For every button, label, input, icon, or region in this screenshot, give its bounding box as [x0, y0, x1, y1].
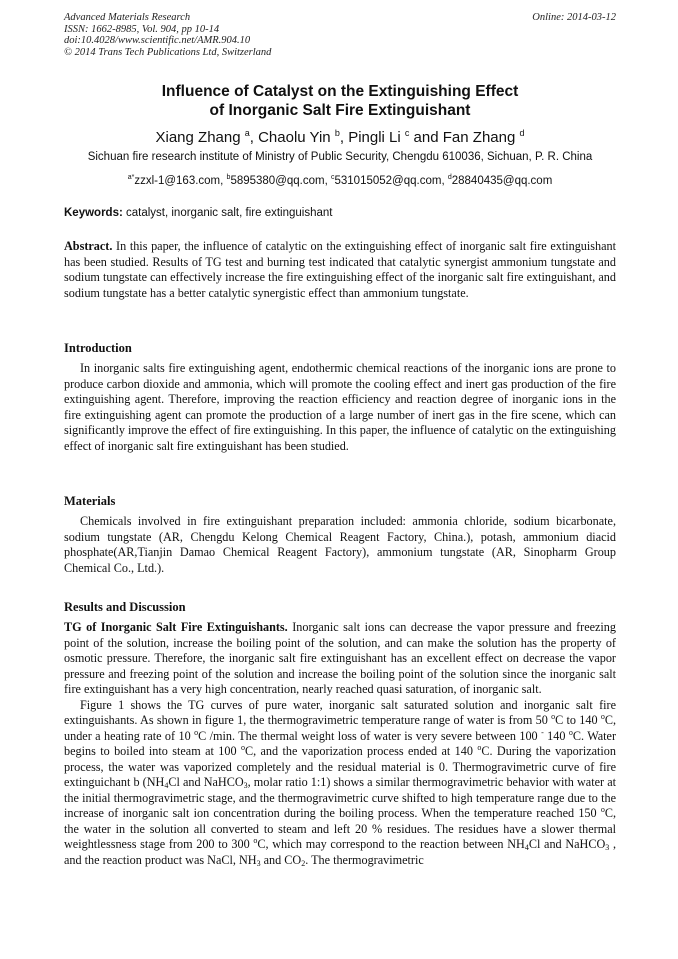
subscript: 3 [256, 858, 261, 868]
author-mark: c [404, 128, 410, 138]
introduction-paragraph: In inorganic salts fire extinguishing agent, endothermic chemical reactions of the inorganic ions are prone to produce carbon dioxide and ammonia, which will promote the cooling effect and inert gas production of the fire extinguishing agent. Therefore, improving the reaction efficiency and reaction degree of inorganic ions in the fire extinguishing agent can promote the production of a large number of inert gas in the fire scene, which can significantly improve the effect of fire extinguishing. In this paper, the influence of catalytic on the extinguishing effect of inorganic salt fire extinguishant has been studied. [64, 361, 616, 453]
author-mark: b [334, 128, 340, 138]
degree-mark: o [568, 727, 573, 737]
text-run: Cl and NaHCO [168, 775, 244, 789]
title-line-2: of Inorganic Salt Fire Extinguishant [209, 102, 471, 119]
introduction-body [64, 361, 616, 454]
subscript: 3 [243, 781, 248, 790]
keywords-label: Keywords: [64, 207, 123, 219]
abstract-label: Abstract. [64, 239, 113, 253]
text-run: C to 140 [555, 713, 601, 727]
email-mark: d [447, 174, 452, 181]
email-address[interactable]: 531015052@qq.com [334, 175, 442, 187]
journal-header [64, 12, 616, 58]
degree-mark: o [477, 743, 482, 752]
author-mark: a [244, 128, 250, 138]
online-date: Online: 2014-03-12 [532, 12, 616, 23]
text-run: C. During the vaporization process, the water was vaporized completely and the residual material is 0. Thermogravimetric curve of fire extinguichant b (NH [64, 744, 616, 789]
text-run: C, and the vaporization process ended at 140 [244, 744, 478, 758]
author-list [64, 123, 616, 148]
materials-paragraph: Chemicals involved in fire extinguishant preparation included: ammonia chloride, sodium bicarbonate, sodium tungstate (AR, Chengdu Kelong Chemical Reagent Factory, China.), potash, ammonium diacid phosphate(AR,Tianjin Damao Chemical Reagent Factory), ammonium tungstate (AR, Sinopharm Group Chemical Co., Ltd.). [64, 514, 616, 575]
text-run: . The thermogravimetric [305, 852, 424, 867]
text-run: and CO [260, 852, 302, 867]
text-run: , molar ratio 1:1) shows a similar thermogravimetric behavior with water at the initial thermogravimetric stage, and the thermogravimetric curve shifted to high temperature range due to the increase of inorganic salt ion concentration during the boiling process. When the temperature reached 150 [64, 775, 616, 820]
doi-line[interactable]: doi:10.4028/www.scientific.net/AMR.904.10 [64, 35, 251, 46]
subscript: 4 [164, 781, 169, 790]
paper-title [64, 82, 616, 120]
text-run: C /min. The thermal weight loss of water is very severe between 100 [198, 728, 542, 743]
copyright-line: © 2014 Trans Tech Publications Ltd, Switzerland [64, 46, 272, 58]
email-mark: b [226, 174, 231, 181]
author-separator: , [339, 129, 349, 146]
author-name: Chaolu Yin [258, 129, 335, 146]
introduction-heading: Introduction [64, 341, 132, 355]
email-list [64, 170, 616, 189]
author-name: Pingli Li [348, 129, 405, 146]
subscript: 4 [524, 843, 529, 852]
title-line-1: Influence of Catalyst on the Extinguishing Effect [161, 83, 519, 100]
materials-body [64, 514, 616, 576]
author-mark: d [519, 128, 525, 138]
email-separator: , [441, 175, 448, 187]
issn-line: ISSN: 1662-8985, Vol. 904, pp 10-14 [64, 23, 220, 35]
email-address[interactable]: zzxl-1@163.com [134, 175, 221, 187]
tg-paragraph [64, 620, 616, 698]
email-mark: a* [127, 174, 135, 181]
tg-subheading: TG of Inorganic Salt Fire Extinguishants. [64, 620, 288, 634]
author-name: Fan Zhang [442, 129, 520, 146]
text-run: C, the water in the solution all converted to steam and left 20 % residues. The residues have a slower thermal weightlessness stage from 200 to 300 [64, 806, 616, 851]
abstract-text: In this paper, the influence of catalytic on the extinguishing effect of inorganic salt fire extinguishant has been studied. Results of TG test and burning test indicated that catalytic synergist ammonium tungstate and sodium tungstate can effectively increase the fire extinguishing effect of the inorganic salt fire extinguishant, and sodium tungstate has a better catalytic synergistic effect than ammonium tungstate. [64, 239, 616, 300]
email-address[interactable]: 5895380@qq.com [230, 175, 325, 187]
degree-mark: o [253, 836, 258, 845]
email-address[interactable]: 28840435@qq.com [451, 175, 553, 187]
author-separator: , [249, 129, 259, 146]
degree-mark: o [194, 727, 199, 737]
degree-mark: o [600, 712, 605, 721]
affiliation: Sichuan fire research institute of Ministry of Public Security, Chengdu 610036, Sichuan, P. R. China [87, 151, 593, 163]
email-separator: , [324, 175, 331, 187]
keywords [64, 206, 616, 221]
text-run: 140 [543, 728, 569, 743]
text-run: C, under a heating rate of 10 [64, 713, 616, 743]
author-separator: and [409, 129, 443, 146]
degree-mark: o [240, 743, 245, 752]
text-run: C, which may correspond to the reaction between NH [257, 837, 525, 851]
author-name: Xiang Zhang [155, 129, 245, 146]
journal-name: Advanced Materials Research [64, 12, 191, 23]
text-run: C. Water begins to boiled into steam at 100 [64, 728, 617, 758]
degree-mark: o [600, 805, 605, 814]
email-separator: , [220, 175, 227, 187]
keywords-text: catalyst, inorganic salt, fire extinguishant [122, 207, 333, 219]
tg-text: Inorganic salt ions can decrease the vapor pressure and freezing point of the solution, increase the boiling point of the solution, and can make the solution has the property of osmotic pressure. Therefore, the inorganic salt fire extinguishant has an excellent effect on decrease the vapor pressure and freezing point of the solution and increase the boiling point of the solution since the inorganic salt fire extinguishant has a very high concentration, nearly reached quasi saturation, of inorganic salt. [64, 620, 616, 696]
materials-heading: Materials [64, 494, 116, 508]
subscript: 2 [301, 858, 306, 868]
subscript: 3 [605, 843, 610, 852]
text-run: Figure 1 shows the TG curves of pure water, inorganic salt saturated solution and inorganic salt fire extinguishants. As shown in figure 1, the thermogravimetric temperature range of water is from 50 [64, 697, 616, 727]
email-mark: c [330, 174, 335, 181]
figure-1-paragraph [64, 698, 616, 869]
results-heading: Results and Discussion [64, 600, 186, 614]
text-run: , and the reaction product was NaCl, NH [64, 837, 617, 867]
abstract [64, 239, 616, 301]
degree-mark: o [551, 712, 556, 721]
range-mark: - [541, 727, 544, 737]
text-run: Cl and NaHCO [528, 837, 606, 851]
results-body [64, 620, 616, 868]
